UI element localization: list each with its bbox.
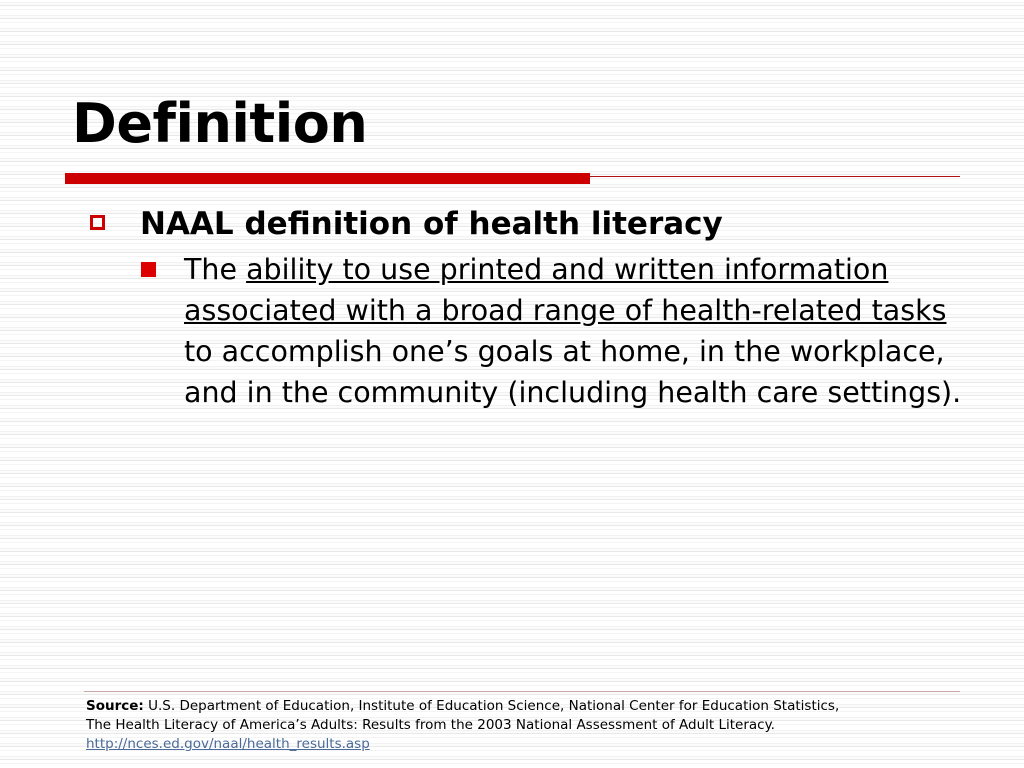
bullet-level2-lead: The <box>184 252 247 286</box>
filled-square-bullet-icon <box>141 262 156 277</box>
source-line-1-text: U.S. Department of Education, Institute of Education Science, National Center for Education Statistics, <box>143 698 840 714</box>
title-divider-bar <box>65 173 590 184</box>
slide-body <box>88 206 968 413</box>
bullet-level2 <box>138 249 964 413</box>
bullet-level2-underlined-phrase: ability to use printed and written information associated with a broad range of health-related tasks <box>184 252 947 327</box>
source-label: Source: <box>86 698 144 714</box>
hollow-square-bullet-icon <box>90 215 105 230</box>
bullet-level2-tail: to accomplish one’s goals at home, in the workplace, and in the community (including health care settings). <box>184 334 962 409</box>
title-divider <box>65 173 960 183</box>
source-line-1 <box>86 697 966 716</box>
source-line-3 <box>86 735 966 754</box>
page-title: Definition <box>72 92 368 155</box>
source-citation <box>86 697 966 754</box>
source-line-2: The Health Literacy of America’s Adults: Results from the 2003 National Assessment of Adult Literacy. <box>86 717 775 734</box>
bullet-level1 <box>88 206 968 243</box>
footer-divider <box>84 691 960 692</box>
bullet-level1-label: NAAL definition of health literacy <box>140 206 723 242</box>
source-url-link[interactable]: http://nces.ed.gov/naal/health_results.asp <box>86 736 370 753</box>
